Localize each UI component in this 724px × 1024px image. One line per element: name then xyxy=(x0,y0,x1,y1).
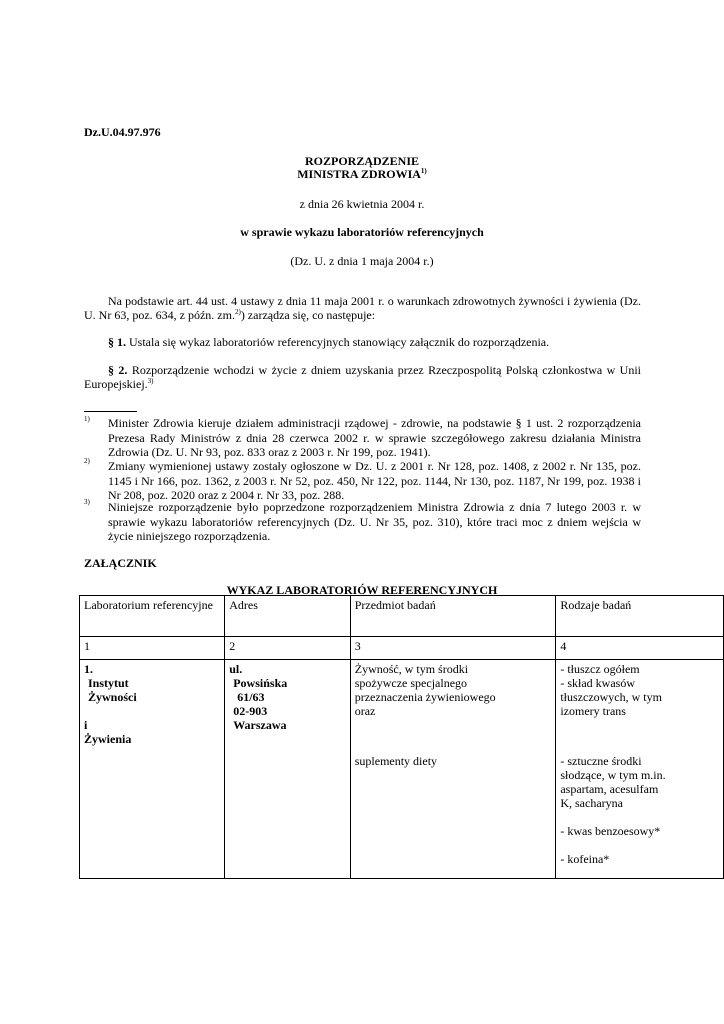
footnote-1-text: Minister Zdrowia kieruje działem administracji rządowej - zdrowie, na podstawie § 1 ust. 2 rozporządzenia Prezesa Rady Ministrów z dnia 28 czerwca 2002 r. w sprawie szczegółowego zakresu działania Ministra Zdrowia (Dz. U. Nr 93, poz. 833 oraz z 2003 r. Nr 199, poz. 1941). xyxy=(108,416,641,459)
preamble-paragraph xyxy=(84,294,641,322)
laboratory-cell xyxy=(80,660,225,879)
subject-line: w sprawie wykazu laboratoriów referencyjnych xyxy=(240,225,484,239)
test-line: izomery trans xyxy=(560,704,626,718)
lab-line: Żywności xyxy=(88,690,137,704)
test-line: - kwas benzoesowy* xyxy=(560,824,661,838)
footnote-3-text: Niniejsze rozporządzenie było poprzedzone rozporządzeniem Ministra Zdrowia z dnia 7 lutego 2003 r. w sprawie wykazu laboratoriów referencyjnych (Dz. U. Nr 35, poz. 310), które traci moc z dniem wejścia w życie niniejszego rozporządzenia. xyxy=(108,500,641,543)
subject-line: suplementy diety xyxy=(354,754,438,768)
preamble-text-end: ) zarządza się, co następuje: xyxy=(240,308,376,322)
column-number-4: 4 xyxy=(556,637,724,660)
footnote-ref-1: 1) xyxy=(420,167,427,175)
test-line: - kofeina* xyxy=(560,852,610,866)
subject-line: przeznaczenia żywieniowego xyxy=(354,690,496,704)
laboratories-table xyxy=(79,595,724,879)
annex-label: ZAŁĄCZNIK xyxy=(84,556,157,570)
footnote-ref-3: 3) xyxy=(147,377,154,385)
subject-spacer xyxy=(355,718,552,754)
issuer-title-text: MINISTRA ZDROWIA xyxy=(297,167,421,181)
table-header-row xyxy=(80,596,724,637)
publication-line: (Dz. U. z dnia 1 maja 2004 r.) xyxy=(290,254,434,268)
issuer-title xyxy=(0,167,724,181)
section-2-label: § 2. xyxy=(108,363,128,377)
test-line: - sztuczne środki xyxy=(560,754,642,768)
test-line: tłuszczowych, w tym xyxy=(560,690,662,704)
test-line: K, sacharyna xyxy=(560,796,623,810)
address-line: 02-903 xyxy=(233,704,268,718)
test-line: aspartam, acesulfam xyxy=(560,782,659,796)
header-address: Adres xyxy=(225,596,351,637)
date-line: z dnia 26 kwietnia 2004 r. xyxy=(299,197,425,211)
lab-line: i xyxy=(84,718,88,732)
test-types-cell xyxy=(556,660,724,879)
address-line: 61/63 xyxy=(237,690,265,704)
address-line: ul. xyxy=(229,662,243,676)
document-id: Dz.U.04.97.976 xyxy=(84,125,161,139)
column-number-1: 1 xyxy=(80,637,225,660)
footnote-2-number: 2) xyxy=(84,457,90,465)
section-2-text: Rozporządzenie wchodzi w życie z dniem uzyskania przez Rzeczpospolitą Polską członkostwa w Unii Europejskiej. xyxy=(84,363,642,391)
footnote-ref-2: 2) xyxy=(234,308,241,316)
test-line: słodzące, w tym m.in. xyxy=(560,768,666,782)
header-laboratory: Laboratorium referencyjne xyxy=(80,596,225,637)
test-spacer xyxy=(560,838,719,852)
table-row xyxy=(80,660,724,879)
document-type-title: ROZPORZĄDZENIE xyxy=(304,154,420,168)
section-1 xyxy=(108,335,549,349)
footnote-divider xyxy=(84,411,137,412)
address-line: Powsińska xyxy=(233,676,288,690)
subject-line: oraz xyxy=(354,704,376,718)
header-test-types: Rodzaje badań xyxy=(556,596,724,637)
lab-line-spacer xyxy=(84,704,220,718)
subject-line: Żywność, w tym środki xyxy=(354,662,469,676)
header-subject: Przedmiot badań xyxy=(350,596,556,637)
test-spacer xyxy=(560,718,719,754)
address-line: Warszawa xyxy=(233,718,287,732)
subject-line: spożywcze specjalnego xyxy=(354,676,468,690)
test-line: - tłuszcz ogółem xyxy=(560,662,640,676)
column-number-3: 3 xyxy=(350,637,556,660)
table-title: WYKAZ LABORATORIÓW REFERENCYJNYCH xyxy=(226,583,498,597)
lab-line: Instytut xyxy=(88,676,129,690)
subject-cell xyxy=(350,660,556,879)
lab-line: Żywienia xyxy=(84,732,132,746)
test-spacer xyxy=(560,810,719,824)
section-1-text: Ustala się wykaz laboratoriów referencyjnych stanowiący załącznik do rozporządzenia. xyxy=(129,335,550,349)
section-2 xyxy=(84,363,641,391)
preamble-text: Na podstawie art. 44 ust. 4 ustawy z dnia 11 maja 2001 r. o warunkach zdrowotnych żywności i żywienia (Dz. U. Nr 63, poz. 634, z późn. zm. xyxy=(84,294,641,322)
footnote-2-text: Zmiany wymienionej ustawy zostały ogłoszone w Dz. U. z 2001 r. Nr 128, poz. 1408, z 2002 r. Nr 135, poz. 1145 i Nr 166, poz. 1362, z 2003 r. Nr 52, poz. 450, Nr 122, poz. 1144, Nr 130, poz. 1187, Nr 199, poz. 1938 i Nr 208, poz. 2020 oraz z 2004 r. Nr 33, poz. 288. xyxy=(108,459,641,502)
address-cell xyxy=(225,660,351,879)
column-number-2: 2 xyxy=(225,637,351,660)
footnote-1-number: 1) xyxy=(84,415,90,423)
section-1-label: § 1. xyxy=(108,335,126,349)
test-line: - skład kwasów xyxy=(560,676,635,690)
table-number-row xyxy=(80,637,724,660)
lab-line: 1. xyxy=(84,662,93,676)
footnote-3-number: 3) xyxy=(84,498,90,506)
